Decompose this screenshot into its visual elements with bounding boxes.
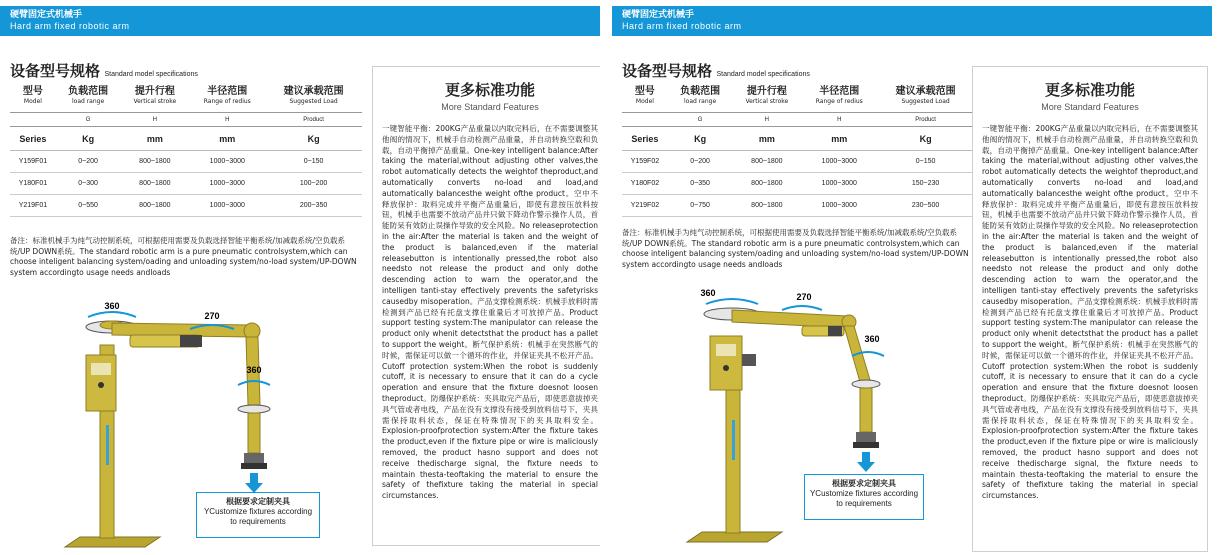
- banner-title-en: Hard arm fixed robotic arm: [622, 21, 742, 31]
- spec-sheet-panel-1: [0, 0, 600, 555]
- rotation-label-low: 360: [246, 365, 262, 375]
- table-row: Y180F01 0~300 800~1800 1000~3000 100~200: [10, 173, 362, 195]
- features-title: 更多标准功能: [444, 81, 535, 99]
- banner-title-en: Hard arm fixed robotic arm: [10, 21, 130, 31]
- table-row: Y180F02 0~350 800~1800 1000~3000 150~230: [622, 173, 974, 195]
- features-box: [972, 66, 1208, 552]
- rotation-label-top: 360: [104, 301, 120, 311]
- fixture-callout: 根据要求定制夹具 YCustomize fixtures according to requirements: [196, 492, 320, 538]
- features-subtitle: More Standard Features: [441, 102, 539, 112]
- note-text: 备注：标准机械手为纯气动控制系统，可根据使用需要及负载选择智能平衡系统/加减载系统/空负载系统/UP DOWN系统。The standard robotic arm is a pure pneumatic controlsystem,which can choose inteligent balancing system/oading and unloading system/no-load system/UP-DOWN system accordingto usage needs andloads: [622, 228, 969, 269]
- header-banner: [612, 6, 1212, 36]
- spec-table: 型号 Model 负载范围 load range 提升行程 Vertical stroke 半径范围 Range of redius 建议承载范围 Suggested Load G H H Product Series Kg mm mm Kg Y159F01 0~200 800~1800 1000~3000 0~150 Y180F01 0~300 800~1800 1000~3000 100~200 Y219F01 0~550 800~1800 1000~3000 200~350: [10, 86, 362, 217]
- col-header: 提升行程 Vertical stroke: [133, 86, 177, 105]
- col-header: 半径范围 Range of redius: [815, 86, 863, 105]
- rotation-label-top: 360: [700, 288, 716, 298]
- spec-section-title: 设备型号规格 Standard model specifications: [10, 62, 198, 80]
- spec-table: 型号 Model 负载范围 load range 提升行程 Vertical stroke 半径范围 Range of redius 建议承载范围 Suggested Load G H H Product Series Kg mm mm Kg Y159F02 0~200 800~1800 1000~3000 0~150 Y180F02 0~350 800~1800 1000~3000 150~230 Y219F02 0~750 800~1800 1000~3000 230~500: [622, 86, 974, 217]
- col-header: 建议承载范围 Suggested Load: [283, 86, 344, 105]
- banner-title-zh: 硬臂固定式机械手: [622, 10, 695, 20]
- spec-section-title: 设备型号规格 Standard model specifications: [622, 62, 810, 80]
- table-row: Y219F02 0~750 800~1800 1000~3000 230~500: [622, 195, 974, 217]
- table-row: Y159F02 0~200 800~1800 1000~3000 0~150: [622, 151, 974, 173]
- banner-title-zh: 硬臂固定式机械手: [10, 10, 83, 20]
- features-subtitle: More Standard Features: [1041, 102, 1139, 112]
- table-row: Y219F01 0~550 800~1800 1000~3000 200~350: [10, 195, 362, 217]
- col-header: 负载范围 load range: [680, 86, 721, 105]
- rotation-label-low: 360: [864, 334, 880, 344]
- col-header: 建议承载范围 Suggested Load: [895, 86, 956, 105]
- features-text: 一键智能平衡：200KG产品重量以内取完料后，在不需要调整其他阀的情况下，机械手自动检测产品重量，并自动转换空载和负载，自动平衡掉产品重量。One-key intelligent balance:After taking the material,without adjusting other valves,the robot automatically detects the weightof theproduct,and automatically converts no-load and load,and automatically balancesthe weight ofthe product。空中不释放保护：取料完成并平衡产品重量后，即使有意按压放料按钮，机械手也需要不放动产品并只做下降动作警示操作人员，首能防呆有效防止误操作导致的安全风险。No releaseprotection in the air:After the material is taken and the weight of the product is balanced,even if the material releasebutton is intentionally pressed,the robot also needsto not release the product and only dothe descending action to warn the operator,and the intelligen tanti-stay effectively prevents the safetyrisks causedby misoperation。产品支撑检测系统：机械手放料时需检测到产品已经有托盘支撑住重量后才可放掉产品。Product support testing system:The manipulator can release the product only whenit detectsthat the product has a pallet to support the weight。断气保护系统：机械手在突然断气的时候，需保证可以做一个循环的作业，并保证夹具不松开产品。Cutoff protection system:When the robot is suddenly cutoff, it is necessary to ensure that it can do a cycle operation and ensure that the fixture doesnot loosen theproduct。防爆保护系统：夹具取完产品后，即使恶意拔掉夹具气管或者电线，产品在没有支撑没有接受到放料信号下，夹具需保持取料状态，保证在特殊情况下的夹具取料安全。Explosion-proofprotection system:After the fixture takes the product,even if the fixture pipe or wire is maliciously removed, the product hasno support and does not receive thedischarge signal, the fixture needs to maintain thesta-teoftaking the material to ensure the safety of thefixture taking the material in special circumstances.: [982, 124, 1198, 501]
- features-box: [372, 66, 600, 546]
- features-text: 一键智能平衡：200KG产品重量以内取完料后，在不需要调整其他阀的情况下，机械手自动检测产品重量，并自动转换空载和负载，自动平衡掉产品重量。One-key intelligent balance:After taking the material,without adjusting other valves,the robot automatically detects the weightof theproduct,and automatically converts no-load and load,and automatically balancesthe weight ofthe product。空中不释放保护：取料完成并平衡产品重量后，即使有意按压放料按钮，机械手也需要不放动产品并只做下降动作警示操作人员，首能防呆有效防止误操作导致的安全风险。No releaseprotection in the air:After the material is taken and the weight of the product is balanced,even if the material releasebutton is intentionally pressed,the robot also needsto not release the product and only dothe descending action to warn the operator,and the intelligen tanti-stay effectively prevents the safetyrisks causedby misoperation。产品支撑检测系统：机械手放料时需检测到产品已经有托盘支撑住重量后才可放掉产品。Product support testing system:The manipulator can release the product only whenit detectsthat the product has a pallet to support the weight。断气保护系统：机械手在突然断气的时候，需保证可以做一个循环的作业，并保证夹具不松开产品。Cutoff protection system:When the robot is suddenly cutoff, it is necessary to ensure that it can do a cycle operation and ensure that the fixture doesnot loosen theproduct。防爆保护系统：夹具取完产品后，即使恶意拔掉夹具气管或者电线，产品在没有支撑没有接受到放料信号下，夹具需保持取料状态，保证在特殊情况下的夹具取料安全。Explosion-proofprotection system:After the fixture takes the product,even if the fixture pipe or wire is maliciously removed, the product hasno support and does not receive thedischarge signal, the fixture needs to maintain thesta-teoftaking the material to ensure the safety of thefixture taking the material in special circumstances.: [382, 124, 598, 501]
- table-row: Y159F01 0~200 800~1800 1000~3000 0~150: [10, 151, 362, 173]
- note-text: 备注：标准机械手为纯气动控制系统，可根据使用需要及负载选择智能平衡系统/加减载系统/空负载系统/UP DOWN系统。The standard robotic arm is a pure pneumatic controlsystem,which can choose inteligent balancing system/oading and unloading system/no-load system/UP-DOWN system accordingto usage needs andloads: [10, 236, 357, 277]
- col-header: 提升行程 Vertical stroke: [745, 86, 789, 105]
- col-header: 半径范围 Range of redius: [203, 86, 251, 105]
- spec-sheet-panel-2: [612, 0, 1212, 555]
- col-header: 负载范围 load range: [68, 86, 109, 105]
- fixture-callout: 根据要求定制夹具 YCustomize fixtures according to requirements: [804, 474, 924, 520]
- header-banner: [0, 6, 600, 36]
- rotation-label-mid: 270: [796, 292, 812, 302]
- features-title: 更多标准功能: [1044, 81, 1135, 99]
- col-header: 型号 Model: [22, 86, 43, 105]
- col-header: 型号 Model: [634, 86, 655, 105]
- rotation-label-mid: 270: [204, 311, 220, 321]
